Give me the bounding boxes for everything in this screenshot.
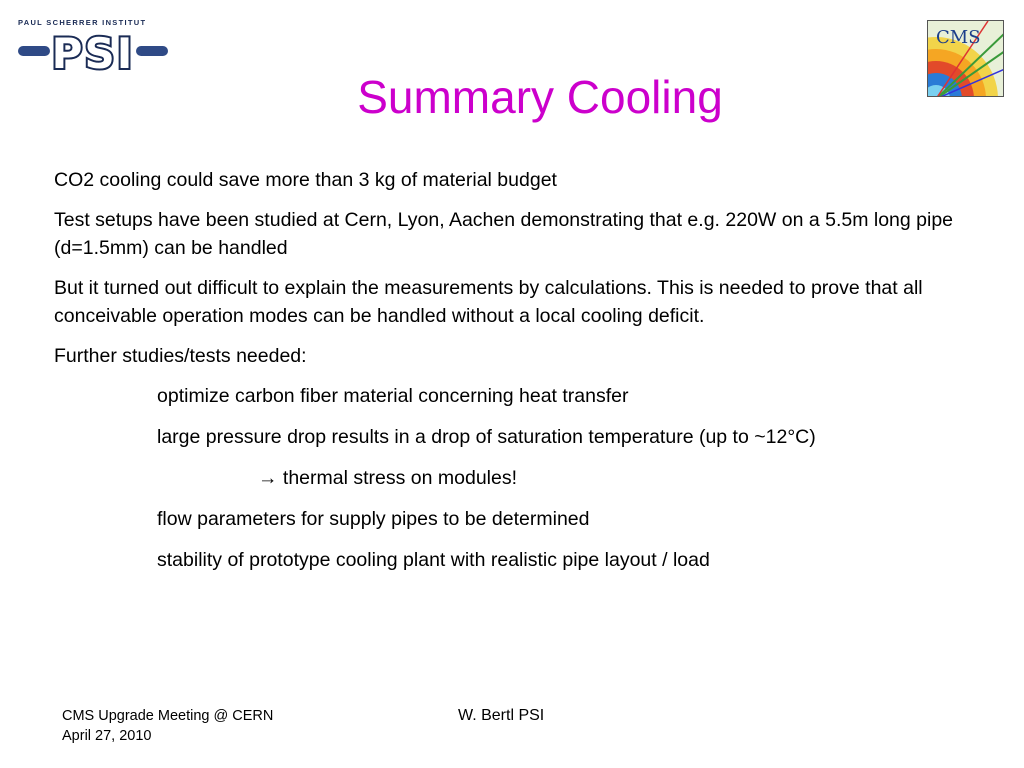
footer-meeting: CMS Upgrade Meeting @ CERN bbox=[62, 708, 274, 724]
bullet-co2-material: CO2 cooling could save more than 3 kg of material budget bbox=[54, 169, 557, 191]
subitem-carbon-fiber: optimize carbon fiber material concerning heat transfer bbox=[157, 385, 629, 407]
footer-date: April 27, 2010 bbox=[62, 728, 152, 744]
psi-logo-mark bbox=[18, 30, 168, 72]
bullet-measurement-calculations: But it turned out difficult to explain the measurements by calculations. This is needed to prove that all conceivable operation modes can be handled without a local cooling deficit. bbox=[54, 277, 923, 327]
subitem-thermal-stress: → thermal stress on modules! bbox=[258, 467, 518, 489]
slide-body bbox=[54, 166, 964, 587]
psi-mark-text: PSI bbox=[51, 30, 135, 72]
footer-author: W. Bertl PSI bbox=[458, 707, 545, 724]
subitem-flow-parameters: flow parameters for supply pipes to be determined bbox=[157, 508, 590, 530]
subitem-cooling-plant: stability of prototype cooling plant with realistic pipe layout / load bbox=[157, 549, 710, 571]
cms-mark-text: CMS bbox=[936, 27, 981, 48]
psi-logo bbox=[18, 18, 168, 72]
slide-title: Summary Cooling bbox=[357, 71, 723, 123]
subitem-pressure-drop: large pressure drop results in a drop of saturation temperature (up to ~12°C) bbox=[157, 426, 816, 448]
footer-meeting-info bbox=[62, 706, 273, 746]
bullet-further-studies: Further studies/tests needed: bbox=[54, 345, 307, 367]
bullet-test-setups: Test setups have been studied at Cern, Lyon, Aachen demonstrating that e.g. 220W on a 5.5m long pipe (d=1.5mm) can be handled bbox=[54, 209, 954, 259]
psi-institute-name: PAUL SCHERRER INSTITUT bbox=[18, 18, 147, 27]
